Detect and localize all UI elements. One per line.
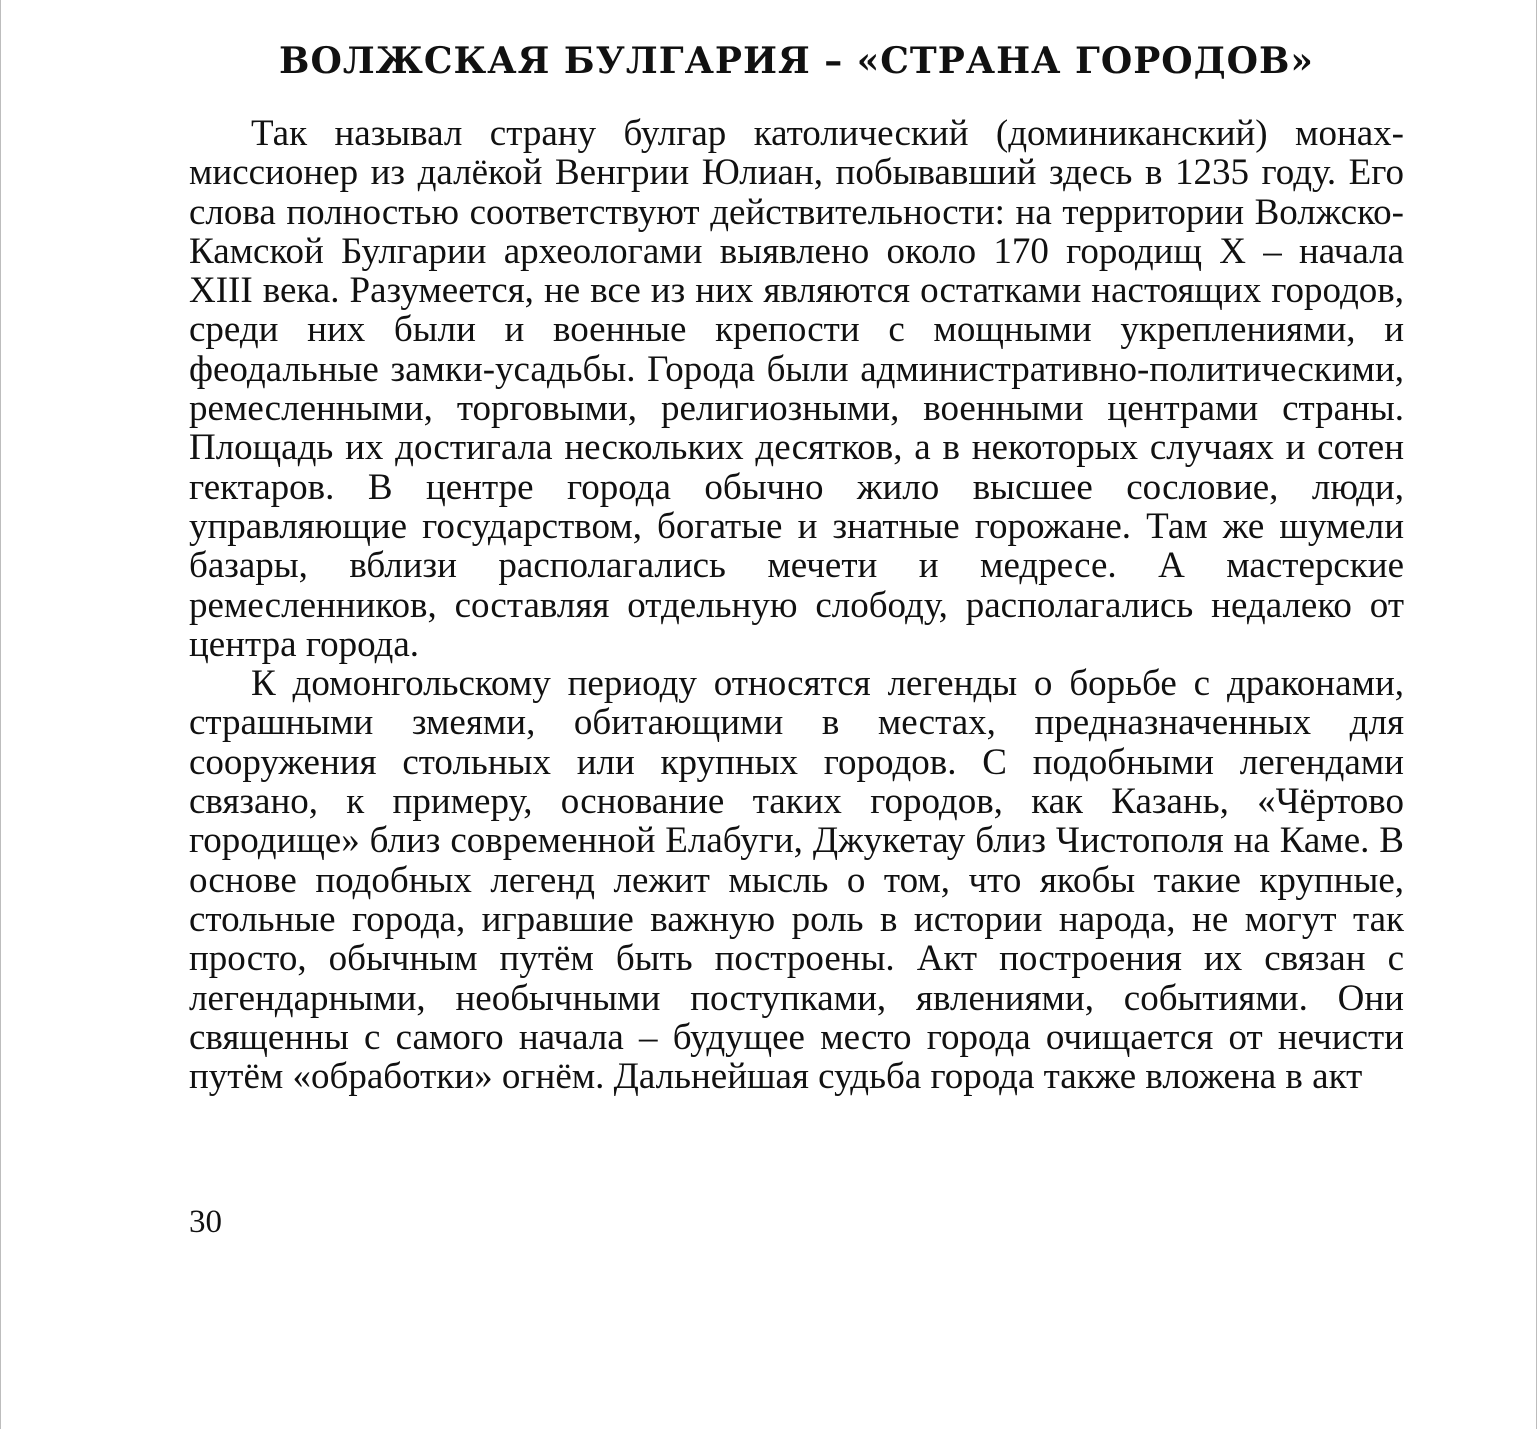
page-number: 30 xyxy=(189,1204,222,1240)
body-text xyxy=(189,114,1404,1096)
chapter-title: ВОЛЖСКАЯ БУЛГАРИЯ – «СТРАНА ГОРОДОВ» xyxy=(279,40,1314,82)
paragraph-2: К домонгольскому периоду относятся легенды о борьбе с драконами, страшными змеями, обитающими в местах, предназначенных для сооружения стольных или крупных городов. С подобными легендами связано, к примеру, основание таких городов, как Казань, «Чёртово городище» близ современной Елабуги, Джукетау близ Чистополя на Каме. В основе подобных легенд лежит мысль о том, что якобы такие крупные, стольные города, игравшие важную роль в истории народа, не могут так просто, обычным путём быть построены. Акт построения их связан с легендарными, необычными поступками, явлениями, событиями. Они священны с самого начала – будущее место города очищается от нечисти путём «обработки» огнём. Дальнейшая судьба города также вложена в акт xyxy=(189,663,1404,1098)
paragraph-1: Так называл страну булгар католический (доминиканский) монах-миссионер из далёкой Венгрии Юлиан, побывавший здесь в 1235 году. Его слова полностью соответствуют действительности: на территории Волжско-Камской Булгарии археологами выявлено около 170 городищ X – начала XIII века. Разумеется, не все из них являются остатками настоящих городов, среди них были и военные крепости с мощными укреплениями, и феодальные замки-усадьбы. Города были административно-политическими, ремесленными, торговыми, религиозными, военными центрами страны. Площадь их достигала нескольких десятков, а в некоторых случаях и сотен гектаров. В центре города обычно жило высшее сословие, люди, управляющие государством, богатые и знатные горожане. Там же шумели базары, вблизи располагались мечети и медресе. А мастерские ремесленников, составляя отдельную слободу, располагались недалеко от центра города. xyxy=(189,113,1404,665)
